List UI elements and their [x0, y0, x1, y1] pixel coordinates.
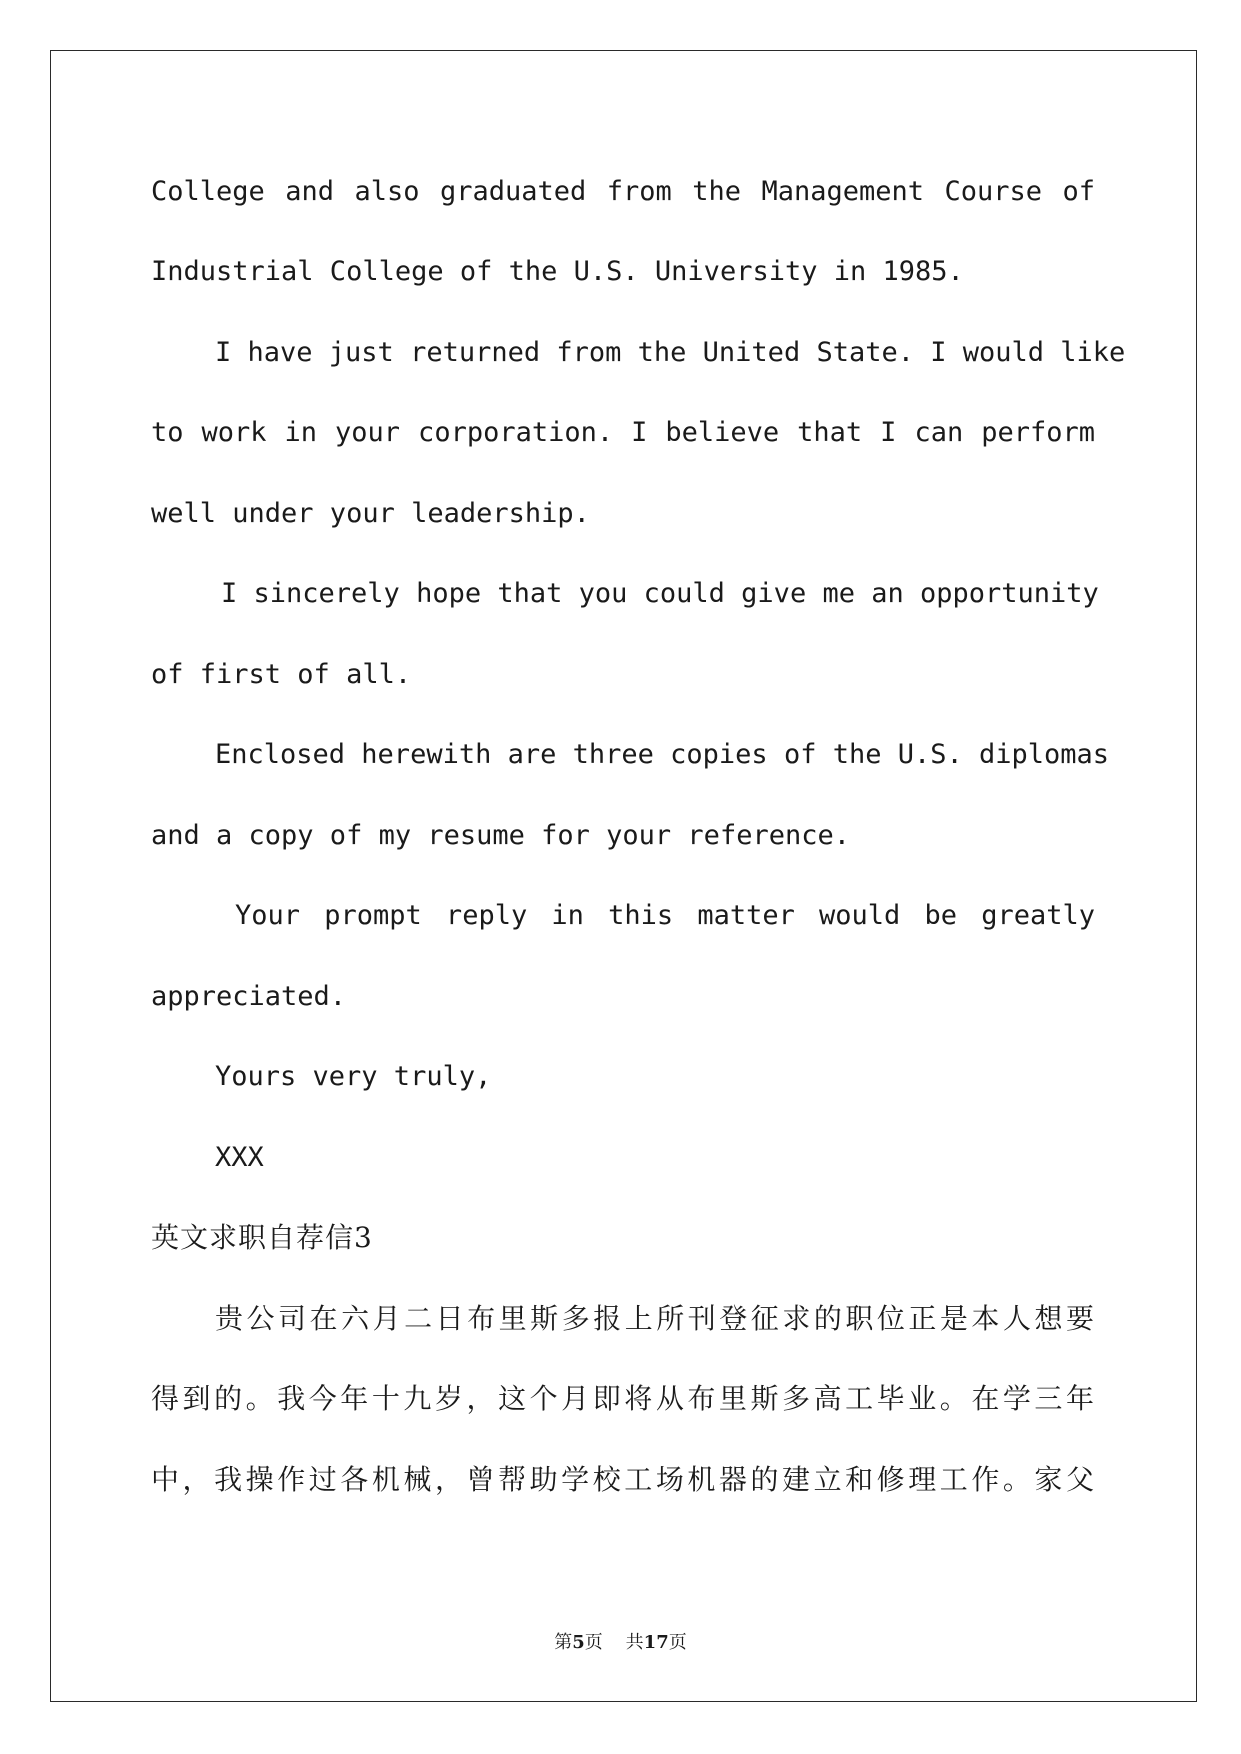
text-line: I sincerely hope that you could give me an opportunity: [221, 578, 1099, 609]
text-line: College and also graduated from the Management Course of: [151, 176, 1095, 207]
total-suffix: 页: [668, 1632, 687, 1653]
page-number: 5: [572, 1632, 585, 1653]
page-footer: [0, 1628, 1241, 1654]
text-line: to work in your corporation. I believe that I can perform: [151, 417, 1095, 448]
text-line: 得到的。我今年十九岁，这个月即将从布里斯多高工毕业。在学三年: [151, 1382, 1095, 1415]
footer-gap: [603, 1632, 626, 1653]
section-heading: 英文求职自荐信3: [151, 1221, 373, 1254]
signature-line: XXX: [215, 1142, 264, 1173]
text-line: appreciated.: [151, 981, 347, 1012]
page-suffix: 页: [584, 1632, 603, 1653]
total-prefix: 共: [625, 1632, 644, 1653]
total-pages: 17: [643, 1632, 669, 1653]
text-line: 贵公司在六月二日布里斯多报上所刊登征求的职位正是本人想要: [215, 1302, 1095, 1335]
text-line: Enclosed herewith are three copies of the U.S. diplomas: [215, 739, 1110, 770]
text-line: and a copy of my resume for your reference.: [151, 820, 850, 851]
text-line: of first of all.: [151, 659, 412, 690]
text-line: I have just returned from the United State. I would like: [215, 337, 1126, 368]
page-border: [50, 50, 1197, 1702]
page-prefix: 第: [554, 1632, 573, 1653]
text-line: Your prompt reply in this matter would be greatly: [235, 900, 1095, 931]
text-line: Industrial College of the U.S. University in 1985.: [151, 256, 964, 287]
text-line: 中，我操作过各机械，曾帮助学校工场机器的建立和修理工作。家父: [151, 1463, 1095, 1496]
text-line: well under your leadership.: [151, 498, 590, 529]
closing-line: Yours very truly,: [215, 1061, 492, 1092]
